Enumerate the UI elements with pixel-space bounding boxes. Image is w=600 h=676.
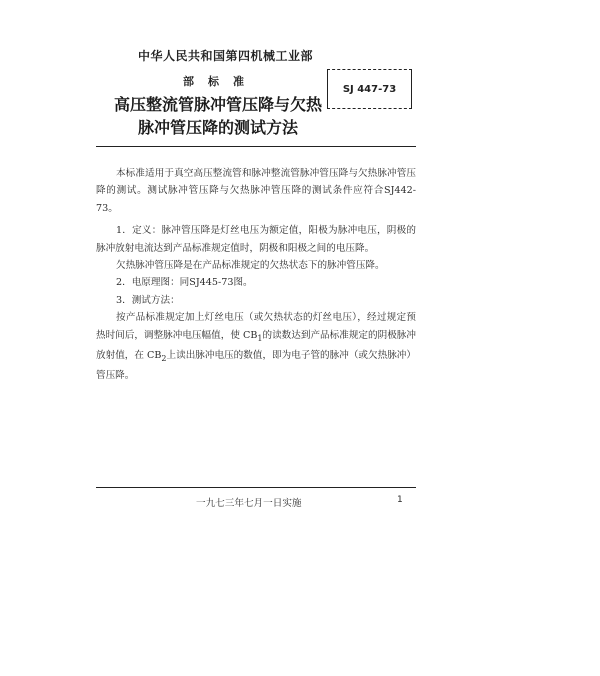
method-text-part-3: 上读出脉冲电压的数值，即为电子管的脉冲（或欠热脉冲）管压降。 [96, 349, 416, 382]
title-line-1: 高压整流管脉冲管压降与欠热 [113, 95, 322, 114]
title-line-2: 脉冲管压降的测试方法 [137, 118, 298, 137]
footer [96, 495, 416, 511]
intro-paragraph: 本标准适用于真空高压整流管和脉冲整流管脉冲管压降与欠热脉冲管压降的测试。测试脉冲管压降与欠热脉冲管压降的测试条件应符合SJ442-73。 [96, 168, 416, 214]
method-text-part-1: 按产品标准规定加上灯丝电压（或欠热状态的灯丝电压），经过规定预热时间后，调整脉冲电压幅值，使 CB [96, 312, 416, 341]
standard-level: 部标准 [183, 75, 258, 88]
body-text [96, 165, 416, 385]
bottom-divider [96, 487, 416, 488]
effective-date: 一九七三年七月一日实施 [196, 498, 302, 509]
standard-code-box [327, 69, 412, 109]
underheat-paragraph: 欠热脉冲管压降是在产品标准规定的欠热状态下的脉冲管压降。 [116, 260, 385, 272]
method-paragraph [96, 309, 416, 384]
schematic-paragraph: 2．电原理图：同SJ445-73图。 [116, 277, 253, 289]
ministry-name: 中华人民共和国第四机械工业部 [138, 49, 314, 63]
standard-code: SJ 447-73 [342, 83, 397, 95]
page-number: 1 [397, 495, 403, 505]
method-heading: 3．测试方法： [116, 294, 180, 306]
method-subscript-1: 1 [257, 333, 263, 343]
method-subscript-2: 2 [161, 353, 167, 363]
method-text-part-2: 的读数达到产品标准规定的阴极脉冲放射值，在 CB [96, 329, 416, 361]
definition-paragraph: 1．定义：脉冲管压降是灯丝电压为额定值，阳极为脉冲电压，阴极的脉冲放射电流达到产品标准规定值时，阴极和阳极之间的电压降。 [96, 225, 416, 254]
top-divider [96, 146, 416, 147]
document-title [110, 93, 326, 139]
